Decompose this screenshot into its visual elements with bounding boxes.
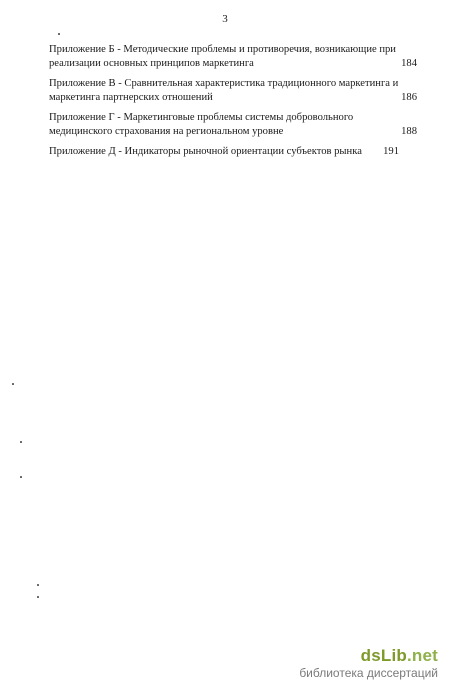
toc-entry-text: медицинского страхования на региональном уровне: [49, 126, 284, 137]
watermark-subtitle: библиотека диссертаций: [299, 666, 438, 680]
toc-entry-appendix-d: [49, 145, 417, 159]
scan-speck: [37, 584, 39, 586]
toc-entry-page: 188: [401, 126, 417, 137]
toc-entry-page: 186: [401, 92, 417, 103]
scan-speck: [20, 476, 22, 478]
toc-entry-text: Приложение Д - Индикаторы рыночной ориентации субъектов рынка: [49, 146, 362, 157]
page-number: 3: [222, 13, 228, 25]
watermark-logo-domain: .net: [406, 646, 438, 665]
toc-entry-text: реализации основных принципов маркетинга: [49, 58, 254, 69]
toc-entry-appendix-b: [49, 43, 417, 71]
toc-entry-appendix-g: [49, 111, 417, 139]
toc-entry-line: Приложение Б - Методические проблемы и противоречия, возникающие при: [49, 44, 396, 55]
toc-entry-line: Приложение Г - Маркетинговые проблемы системы добровольного: [49, 112, 354, 123]
scan-speck: [58, 33, 60, 35]
toc-entry-page: 184: [401, 58, 417, 69]
watermark: [299, 647, 438, 680]
table-of-contents: [49, 43, 417, 165]
scan-speck: [37, 596, 39, 598]
toc-entry-line: [49, 145, 399, 159]
toc-entry-line: [49, 91, 417, 105]
toc-entry-line: Приложение В - Сравнительная характеристика традиционного маркетинга и: [49, 78, 399, 89]
watermark-logo: [299, 647, 438, 665]
scan-speck: [20, 441, 22, 443]
toc-entry-appendix-v: [49, 77, 417, 105]
watermark-logo-name: dsLib: [360, 646, 407, 665]
scan-speck: [12, 383, 14, 385]
toc-entry-text: маркетинга партнерских отношений: [49, 92, 213, 103]
toc-entry-line: [49, 57, 417, 71]
toc-entry-line: [49, 125, 417, 139]
toc-entry-page: 191: [383, 146, 399, 157]
